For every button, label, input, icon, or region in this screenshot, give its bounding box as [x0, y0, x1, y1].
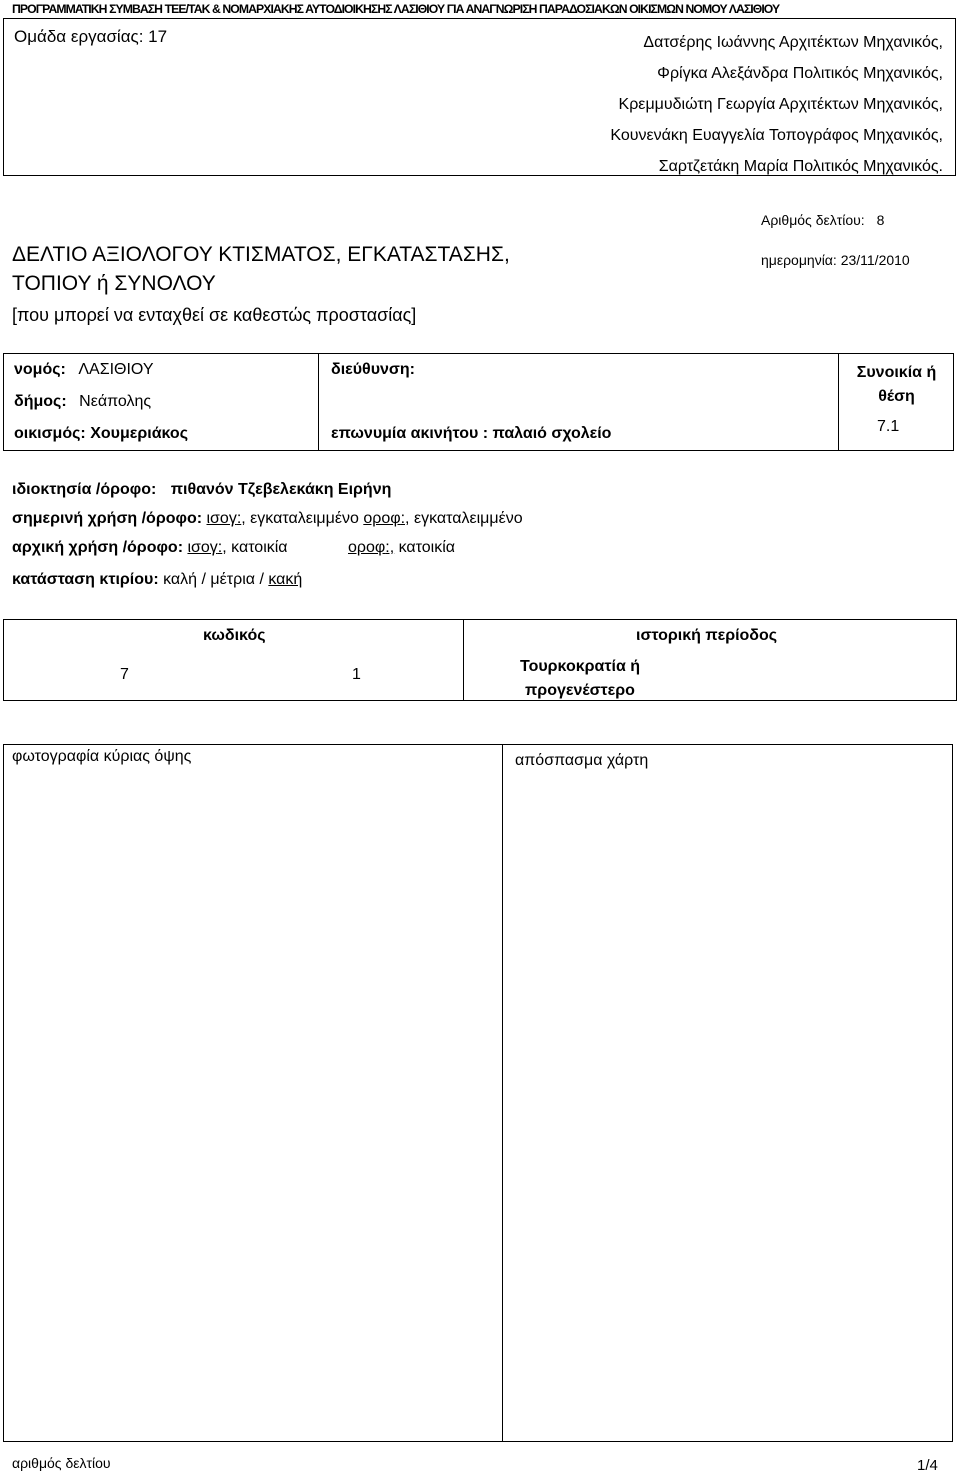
position-value: 7.1 [877, 418, 900, 435]
current-use-ground-value: εγκαταλειμμένο [250, 510, 359, 527]
position-label-line-1: Συνοικία ή [856, 364, 937, 381]
document-title [12, 240, 510, 332]
team-member: Κρεμμυδιώτη Γεωργία Αρχιτέκτων Μηχανικός, [618, 96, 943, 113]
condition-row: κατάσταση κτιρίου: καλή / μέτρια / κακή [12, 571, 303, 588]
original-use-label: αρχική χρήση /όροφο: [12, 539, 184, 556]
sheet-date-value: 23/11/2010 [840, 252, 910, 268]
team-box [3, 18, 956, 176]
address-label: διεύθυνση: [331, 361, 415, 378]
footer-sheet-label: αριθμός δελτίου [12, 1455, 111, 1471]
team-members [610, 27, 943, 182]
team-member: Σαρτζετάκη Μαρία Πολιτικός Μηχανικός. [658, 158, 943, 175]
condition-good: καλή [163, 571, 198, 588]
team-member: Φρίγκα Αλεξάνδρα Πολιτικός Μηχανικός, [657, 65, 943, 82]
page-number: 1/4 [917, 1457, 938, 1474]
team-label: Ομάδα εργασίας: 17 [14, 27, 168, 46]
dimos-label: δήμος: [14, 393, 67, 410]
ownership-label: ιδιοκτησία /όροφο: [12, 481, 157, 498]
code-part-1: 7 [120, 666, 129, 683]
nomos-row [14, 361, 154, 379]
property-name-value: παλαιό σχολείο [492, 425, 612, 442]
period-header: ιστορική περίοδος [636, 627, 778, 644]
nomos-label: νομός: [14, 361, 66, 378]
photo-label: φωτογραφία κύριας όψης [12, 748, 192, 765]
current-use-row: σημερινή χρήση /όροφο: ισογ:, εγκαταλειμμένο οροφ:, εγκαταλειμμένο [12, 510, 523, 527]
period-value-line-1: Τουρκοκρατία ή [519, 658, 641, 675]
title-line-1: ΔΕΛΤΙΟ ΑΞΙΟΛΟΓΟΥ ΚΤΙΣΜΑΤΟΣ, ΕΓΚΑΤΑΣΤΑΣΗΣ, [12, 243, 510, 266]
dimos-value: Νεάπολης [79, 393, 152, 410]
sheet-date [761, 252, 910, 268]
original-use-row: αρχική χρήση /όροφο: ισογ:, κατοικία [12, 539, 288, 556]
title-line-2: ΤΟΠΙΟΥ ή ΣΥΝΟΛΟΥ [12, 272, 216, 295]
position-cell [839, 361, 954, 409]
code-header: κωδικός [203, 627, 266, 644]
period-value [505, 655, 655, 703]
original-use-floor-tag: οροφ [348, 539, 386, 556]
map-label: απόσπασμα χάρτη [515, 752, 649, 769]
ownership-row [12, 481, 391, 499]
code-table-divider [463, 619, 464, 701]
original-use-floor-value: κατοικία [398, 539, 456, 556]
program-title: ΠΡΟΓΡΑΜΜΑΤΙΚΗ ΣΥΜΒΑΣΗ ΤΕΕ/ΤΑΚ & ΝΟΜΑΡΧΙΑΚΗΣ ΑΥΤΟΔΙΟΙΚΗΣΗΣ ΛΑΣΙΘΙΟΥ ΓΙΑ ΑΝΑΓΝΩΡΙΣΗ ΠΑΡΑΔΟΣΙΑΚΩΝ ΟΙΚΙΣΜΩΝ ΝΟΜΟΥ ΛΑΣΙΘΙΟΥ [12, 2, 780, 16]
condition-label: κατάσταση κτιρίου: [12, 571, 159, 588]
media-box [3, 744, 953, 1442]
period-value-line-2: προγενέστερο [525, 682, 635, 699]
current-use-floor-tag: οροφ [363, 510, 401, 527]
nomos-value: ΛΑΣΙΘΙΟΥ [78, 361, 154, 378]
sheet-date-label: ημερομηνία: [761, 252, 837, 268]
dimos-row [14, 393, 151, 411]
location-divider-1 [318, 353, 319, 451]
oikismos-value: Χουμεριάκος [90, 425, 189, 442]
property-name-label: επωνυμία ακινήτου : [331, 425, 489, 442]
sheet-number-value: 8 [876, 212, 885, 228]
current-use-ground-tag: ισογ [206, 510, 237, 527]
sheet-number-label: Αριθμός δελτίου: [761, 212, 865, 228]
ownership-value: πιθανόν Τζεβελεκάκη Ειρήνη [170, 481, 392, 498]
condition-medium: μέτρια [210, 571, 255, 588]
team-member: Κουνενάκη Ευαγγελία Τοπογράφος Μηχανικός, [610, 127, 943, 144]
oikismos-label: οικισμός: [14, 425, 86, 442]
original-use-ground-tag: ισογ [187, 539, 218, 556]
condition-bad: κακή [268, 571, 303, 588]
title-line-3: [που μπορεί να ενταχθεί σε καθεστώς προστασίας] [12, 305, 417, 325]
original-use-floor: οροφ:, κατοικία [348, 539, 456, 556]
code-part-2: 1 [352, 666, 361, 683]
media-divider [502, 744, 503, 1442]
team-member: Δατσέρης Ιωάννης Αρχιτέκτων Μηχανικός, [643, 34, 943, 51]
property-name-row [331, 425, 611, 443]
code-table [3, 619, 957, 701]
current-use-label: σημερινή χρήση /όροφο: [12, 510, 203, 527]
sheet-number [761, 212, 884, 228]
current-use-floor-value: εγκαταλειμμένο [413, 510, 523, 527]
position-label-line-2: θέση [878, 388, 915, 405]
original-use-ground-value: κατοικία [231, 539, 288, 556]
oikismos-row [14, 425, 188, 443]
